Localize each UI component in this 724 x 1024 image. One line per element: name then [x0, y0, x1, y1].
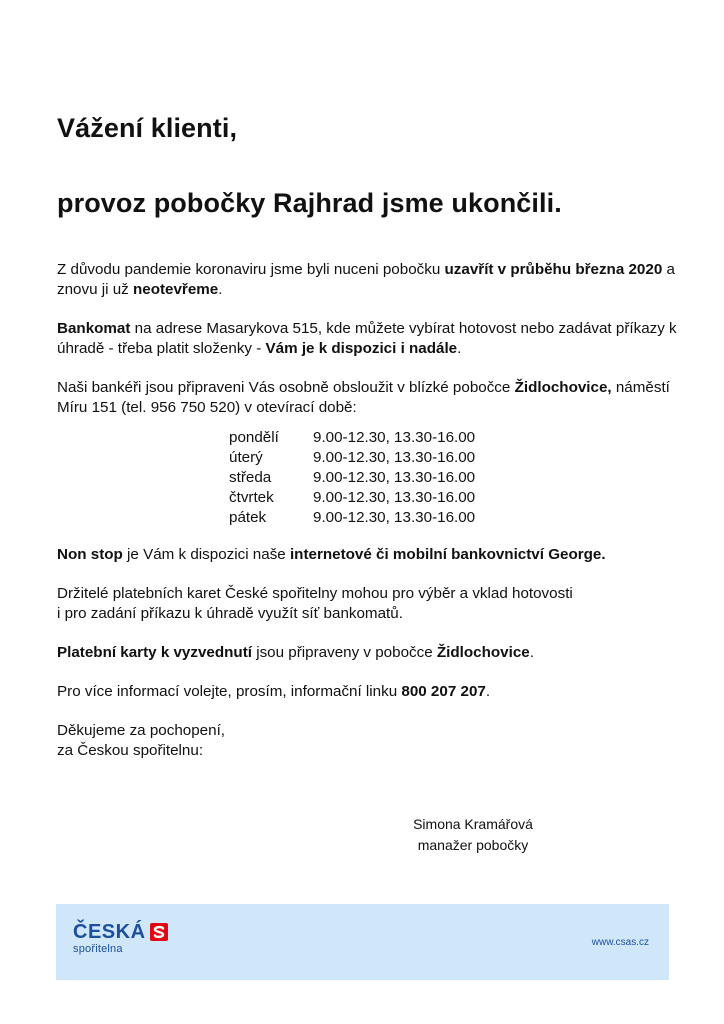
- hours-day: pátek: [229, 509, 267, 526]
- hours-row: [229, 468, 475, 488]
- info-line-paragraph: Pro více informací volejte, prosím, informační linku 800 207 207.: [57, 683, 491, 700]
- logo-subtext: spořitelna: [73, 943, 123, 955]
- hours-time: 9.00-12.30, 13.30-16.00: [313, 429, 476, 446]
- closing-paragraph: Děkujeme za pochopení, za Českou spořitelnu:: [57, 722, 226, 759]
- hours-day: čtvrtek: [229, 489, 274, 506]
- greeting-heading: Vážení klienti,: [57, 113, 238, 143]
- bank-symbol-icon: [150, 923, 168, 941]
- card-holders-paragraph: Držitelé platebních karet České spořitelny mohou pro výběr a vklad hotovosti i pro zadání příkazu k úhradě využít síť bankomatů.: [57, 585, 573, 622]
- signature-name: Simona Kramářová: [413, 816, 533, 832]
- signature-role: manažer pobočky: [417, 837, 529, 853]
- hours-time: 9.00-12.30, 13.30-16.00: [313, 449, 476, 466]
- hours-day: úterý: [229, 449, 263, 466]
- hours-row: [229, 508, 475, 528]
- hours-time: 9.00-12.30, 13.30-16.00: [313, 469, 476, 486]
- closure-paragraph: Z důvodu pandemie koronaviru jsme byli nuceni pobočku uzavřít v průběhu března 2020 a znovu ji už neotevřeme.: [57, 261, 675, 298]
- ceska-sporitelna-logo: [73, 922, 168, 955]
- hours-day: středa: [229, 469, 272, 486]
- logo-text: ČESKÁ: [73, 921, 146, 943]
- hours-time: 9.00-12.30, 13.30-16.00: [313, 509, 476, 526]
- announcement-heading: provoz pobočky Rajhrad jsme ukončili.: [57, 188, 562, 218]
- hours-row: [229, 488, 475, 508]
- hours-time: 9.00-12.30, 13.30-16.00: [313, 489, 476, 506]
- hours-row: [229, 448, 475, 468]
- website-link[interactable]: www.csas.cz: [591, 937, 649, 948]
- online-banking-paragraph: Non stop je Vám k dispozici naše internetové či mobilní bankovnictví George.: [57, 546, 606, 563]
- signature-block: [393, 814, 553, 856]
- card-pickup-paragraph: Platební karty k vyzvednutí jsou připraveny v pobočce Židlochovice.: [57, 644, 534, 661]
- footer-banner: [56, 904, 669, 980]
- hours-day: pondělí: [229, 429, 279, 446]
- branch-paragraph: Naši bankéři jsou připraveni Vás osobně obsloužit v blízké pobočce Židlochovice, náměstí Míru 151 (tel. 956 750 520) v otevírací době:: [57, 379, 670, 416]
- opening-hours-table: [229, 428, 475, 528]
- hours-row: [229, 428, 475, 448]
- atm-paragraph: Bankomat na adrese Masarykova 515, kde můžete vybírat hotovost nebo zadávat příkazy k úhradě - třeba platit složenky - Vám je k dispozici i nadále.: [57, 320, 677, 357]
